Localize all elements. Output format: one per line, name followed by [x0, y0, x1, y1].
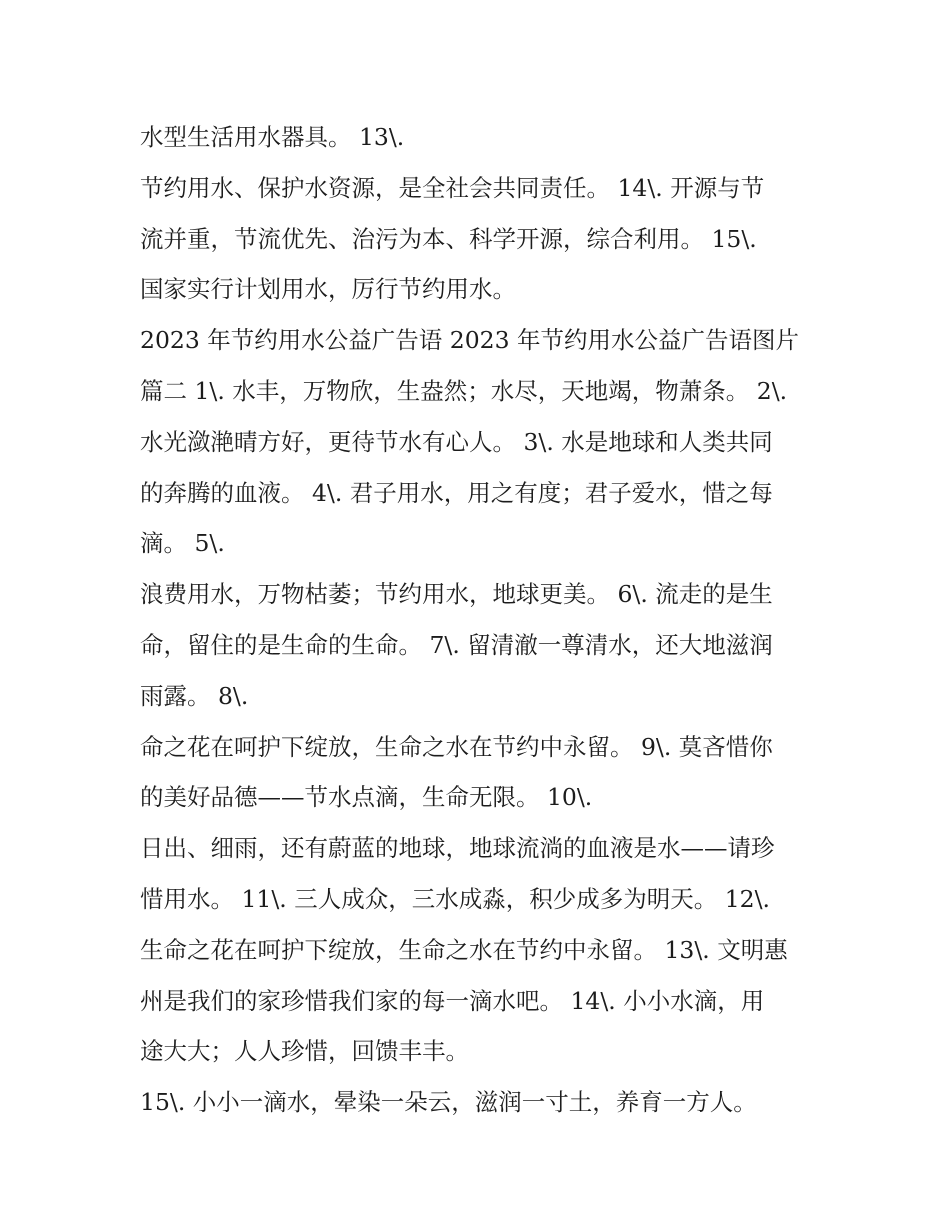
text-line: 滴。 5\. [140, 529, 225, 558]
text-line: 2023 年节约用水公益广告语 2023 年节约用水公益广告语图片 [140, 326, 800, 355]
text-line: 节约用水、保护水资源，是全社会共同责任。 14\. 开源与节 [140, 173, 765, 202]
text-line: 惜用水。 11\. 三人成众，三水成淼，积少成多为明天。 12\. [140, 884, 770, 913]
text-line: 篇二 1\. 水丰，万物欣，生盎然；水尽，天地竭，物萧条。 2\. [140, 376, 788, 405]
text-line: 途大大；人人珍惜，回馈丰丰。 [140, 1037, 469, 1066]
document-body [140, 112, 830, 1128]
text-line: 州是我们的家珍惜我们家的每一滴水吧。 14\. 小小水滴，用 [140, 986, 765, 1015]
text-line: 的奔腾的血液。 4\. 君子用水，用之有度；君子爱水，惜之每 [140, 478, 773, 507]
text-line: 的美好品德——节水点滴，生命无限。 10\. [140, 783, 593, 812]
text-line: 水光潋滟晴方好，更待节水有心人。 3\. 水是地球和人类共同 [140, 427, 773, 456]
text-line: 国家实行计划用水，厉行节约用水。 [140, 275, 516, 304]
text-line: 流并重，节流优先、治污为本、科学开源，综合利用。 15\. [140, 224, 757, 253]
text-line: 15\. 小小一滴水，晕染一朵云，滋润一寸土，养育一方人。 [140, 1088, 757, 1117]
text-line: 命之花在呵护下绽放，生命之水在节约中永留。 9\. 莫吝惜你 [140, 732, 773, 761]
text-line: 日出、细雨，还有蔚蓝的地球，地球流淌的血液是水——请珍 [140, 834, 775, 863]
text-line: 生命之花在呵护下绽放，生命之水在节约中永留。 13\. 文明惠 [140, 935, 788, 964]
text-line: 浪费用水，万物枯萎；节约用水，地球更美。 6\. 流走的是生 [140, 580, 773, 609]
text-line: 雨露。 8\. [140, 681, 249, 710]
text-line: 水型生活用水器具。 13\. [140, 123, 405, 151]
text-line: 命，留住的是生命的生命。 7\. 留清澈一尊清水，还大地滋润 [140, 630, 773, 659]
